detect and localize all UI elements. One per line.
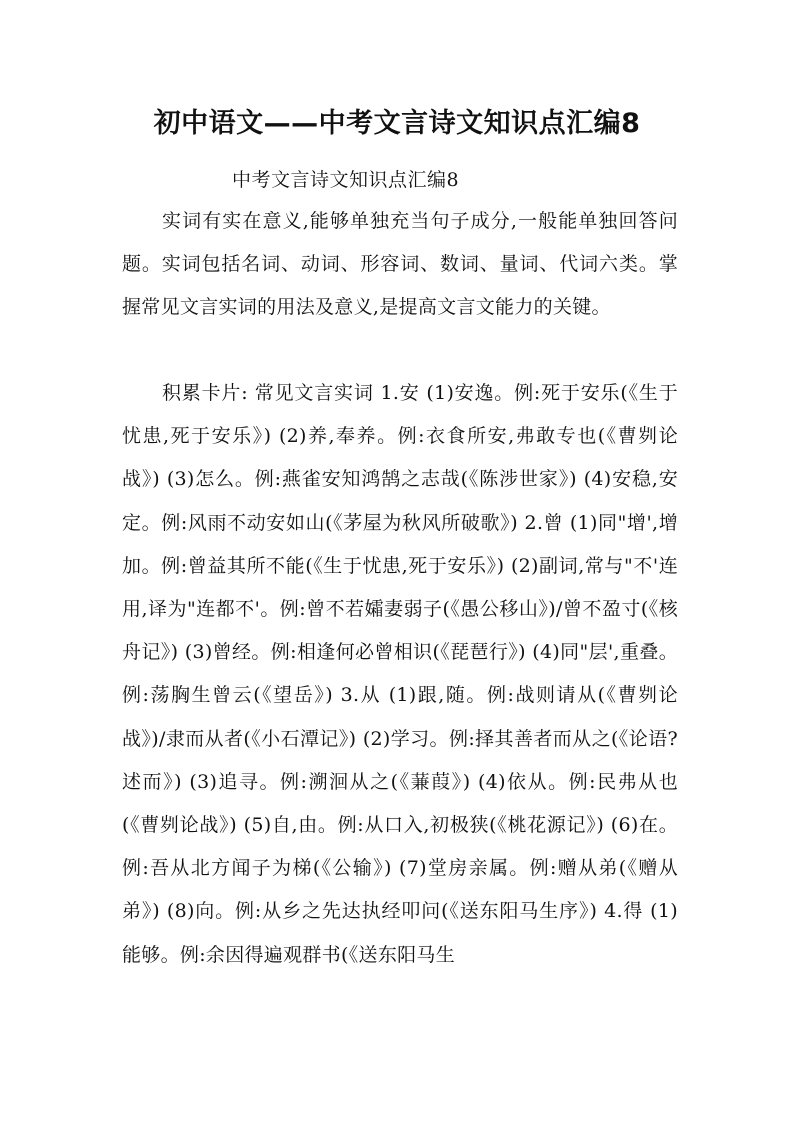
paragraph-vocabulary-card: 积累卡片: 常见文言实词 1.安 (1)安逸。例:死于安乐(《生于忧患,死于安乐》) (2)养,奉养。例:衣食所安,弗敢专也(《曹刿论战》) (3)怎么。例:燕雀安知鸿鹄之志哉(《陈涉世家》) (4)安稳,安定。例:风雨不动安如山(《茅屋为秋风所破歌》) 2.曾 (1)同"增',增加。例:曾益其所不能(《生于忧患,死于安乐》) (2)副词,常与"不'连用,译为"连都不'。例:曾不若孀妻弱子(《愚公移山》)/曾不盈寸(《核舟记》) (3)曾经。例:相逢何必曾相识(《琵琶行》) (4)同"层',重叠。例:荡胸生曾云(《望岳》) 3.从 (1)跟,随。例:战则请从(《曹刿论战》)/隶而从者(《小石潭记》) (2)学习。例:择其善者而从之(《论语?述而》) (3)追寻。例:溯洄从之(《蒹葭》) (4)依从。例:民弗从也(《曹刿论战》) (5)自,由。例:从口入,初极狭(《桃花源记》) (6)在。例:吾从北方闻子为梯(《公输》) (7)堂房亲属。例:赠从弟(《赠从弟》) (8)向。例:从乡之先达执经叩问(《送东阳马生序》) 4.得 (1)能够。例:余因得遍观群书(《送东阳马生: [122, 382, 678, 966]
document-title: 初中语文——中考文言诗文知识点汇编8: [153, 108, 641, 139]
document-subtitle: 中考文言诗文知识点汇编8: [232, 169, 460, 191]
paragraph-intro: 实词有实在意义,能够单独充当句子成分,一般能单独回答问题。实词包括名词、动词、形容词、数词、量词、代词六类。掌握常见文言实词的用法及意义,是提高文言文能力的关键。: [122, 210, 678, 319]
